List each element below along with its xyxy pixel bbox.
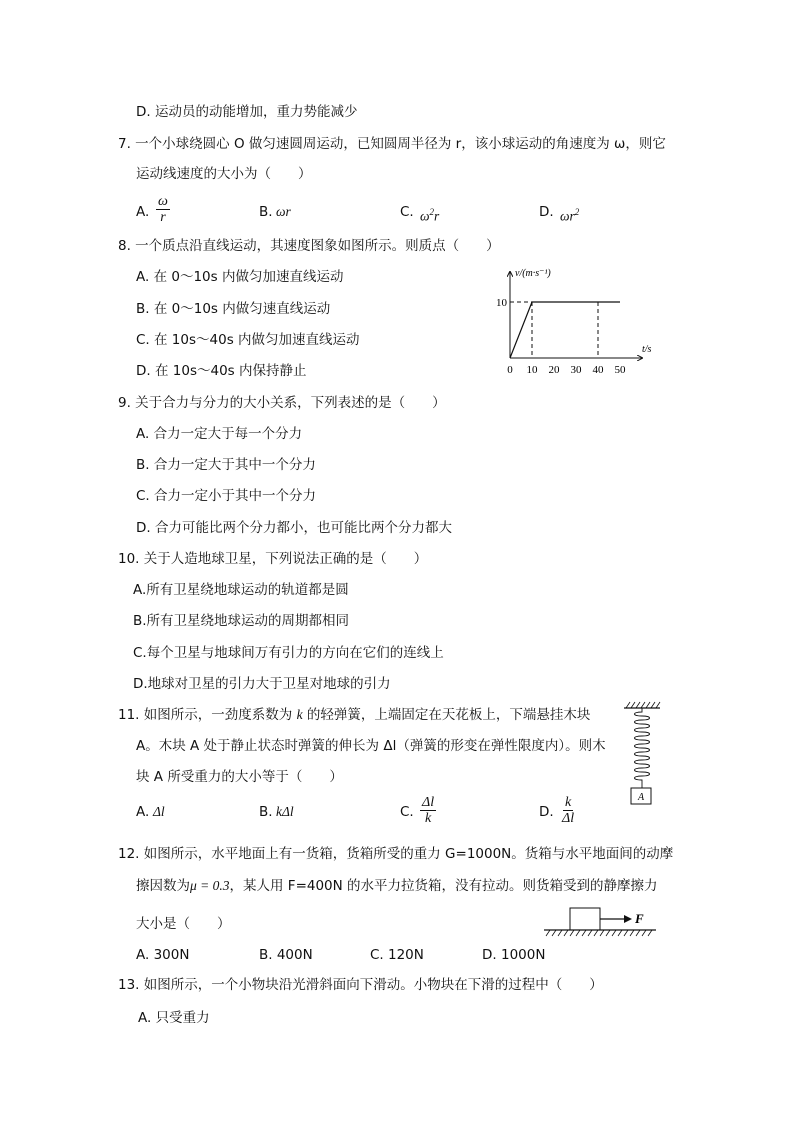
- q7-option-d-label: D.: [539, 204, 554, 220]
- q11-option-a-label: A.: [136, 804, 150, 820]
- q11-line1-pre: 11. 如图所示，一劲度系数为: [118, 707, 293, 723]
- q12-line2-mu: μ = 0.3: [190, 878, 230, 893]
- q11-option-b-expr: [276, 803, 294, 821]
- q7-stem-line2: 运动线速度的大小为（ ）: [136, 166, 312, 182]
- q11-option-b-rest: Δl: [282, 804, 294, 819]
- q7-option-c-sup: 2: [429, 207, 435, 217]
- q11-option-c-fraction: [420, 795, 436, 826]
- q7-option-b-expr: ωr: [276, 204, 291, 219]
- q7-option-a-numerator: ω: [158, 194, 168, 209]
- q8-stem: 8. 一个质点沿直线运动，其速度图象如图所示。则质点（ ）: [118, 238, 500, 254]
- q11-line1-k: k: [296, 707, 303, 722]
- q11-option-d-denominator: Δl: [562, 811, 575, 826]
- q12-stem-line2: [136, 877, 658, 895]
- q11-option-b-k: k: [276, 804, 282, 819]
- q9-option-d: D. 合力可能比两个分力都小，也可能比两个分力都大: [136, 520, 452, 536]
- x-tick-label-2: 20: [548, 364, 560, 376]
- x-tick-label-4: 40: [592, 364, 604, 376]
- q13-option-a: A. 只受重力: [138, 1010, 210, 1026]
- block-a-label: A: [637, 792, 645, 803]
- q7-option-c-label: C.: [400, 204, 414, 220]
- q11-option-d-fraction: [560, 795, 576, 826]
- q12-option-c: C. 120N: [370, 947, 424, 963]
- q12-option-a: A. 300N: [136, 947, 190, 963]
- q7-option-c-expr: [420, 203, 439, 226]
- q13-stem: 13. 如图所示，一个小物块沿光滑斜面向下滑动。小物块在下滑的过程中（ ）: [118, 977, 603, 993]
- q8-option-d: D. 在 10s～40s 内保持静止: [136, 363, 307, 379]
- crate: [570, 908, 600, 930]
- q8-option-b: B. 在 0～10s 内做匀速直线运动: [136, 301, 331, 317]
- ground-hatch: [546, 930, 652, 936]
- q12-stem-line3: 大小是（ ）: [136, 916, 231, 932]
- q7-option-a-fraction: [156, 194, 170, 225]
- x-tick-label-3: 30: [570, 364, 582, 376]
- q11-option-c-numerator: Δl: [422, 795, 435, 810]
- q12-stem-line1: 12. 如图所示，水平地面上有一货箱，货箱所受的重力 G=1000N。货箱与水平地面间的动摩: [118, 846, 674, 862]
- q10-stem: 10. 关于人造地球卫星，下列说法正确的是（ ）: [118, 551, 428, 567]
- q11-stem-line1: [118, 706, 590, 724]
- q11-line1-post: 的轻弹簧，上端固定在天花板上，下端悬挂木块: [306, 707, 591, 723]
- q9-option-a: A. 合力一定大于每一个分力: [136, 426, 303, 442]
- q10-option-a: A.所有卫星绕地球运动的轨道都是圆: [133, 582, 349, 598]
- crate-diagram: [540, 903, 658, 939]
- q7-stem-line1: 7. 一个小球绕圆心 O 做匀速圆周运动，已知圆周半径为 r，该小球运动的角速度为 ω，则它: [118, 136, 666, 152]
- x-tick-label-5: 50: [614, 364, 626, 376]
- q10-option-b: B.所有卫星绕地球运动的周期都相同: [133, 613, 350, 629]
- q10-option-c: C.每个卫星与地球间万有引力的方向在它们的连线上: [133, 645, 444, 661]
- q7-option-b-label: B.: [259, 204, 273, 220]
- q11-option-d-label: D.: [539, 804, 554, 820]
- q11-option-b-label: B.: [259, 804, 273, 820]
- ceiling-hatch: [626, 702, 660, 708]
- q7-option-d-base: ωr: [560, 208, 575, 224]
- q9-option-c: C. 合力一定小于其中一个分力: [136, 488, 317, 504]
- q7-option-d-expr: [560, 203, 579, 226]
- q7-option-c-base: ω: [420, 208, 430, 224]
- y-tick-label-0: 10: [496, 297, 507, 309]
- q7-option-a-label: A.: [136, 204, 150, 220]
- force-label: F: [635, 911, 644, 926]
- q11-option-a-expr: Δl: [153, 804, 165, 819]
- q12-option-b: B. 400N: [259, 947, 313, 963]
- chart-ylabel: v/(m·s⁻¹): [515, 268, 551, 279]
- velocity-time-chart: [490, 262, 670, 380]
- q7-option-c-tail: r: [434, 208, 440, 224]
- q7-option-d-sup: 2: [574, 207, 580, 217]
- chart-xlabel: t/s: [642, 344, 652, 355]
- q7-option-a-denominator: r: [160, 210, 166, 225]
- q12-line2-pre: 擦因数为: [136, 878, 190, 894]
- q9-stem: 9. 关于合力与分力的大小关系，下列表述的是（ ）: [118, 395, 446, 411]
- q8-option-a: A. 在 0～10s 内做匀加速直线运动: [136, 269, 344, 285]
- q11-stem-line3: 块 A 所受重力的大小等于（ ）: [136, 769, 343, 785]
- q11-option-c-denominator: k: [424, 811, 432, 826]
- q12-option-d: D. 1000N: [482, 947, 546, 963]
- velocity-series-line-0: [510, 302, 620, 358]
- q11-stem-line2: A。木块 A 处于静止状态时弹簧的伸长为 Δl（弹簧的形变在弹性限度内）。则木: [136, 738, 606, 754]
- q11-option-c-label: C.: [400, 804, 414, 820]
- force-arrow-head: [624, 915, 632, 923]
- spring-coil: [635, 708, 650, 788]
- x-tick-label-1: 10: [526, 364, 538, 376]
- spring-diagram: [620, 700, 664, 808]
- q10-option-d: D.地球对卫星的引力大于卫星对地球的引力: [133, 676, 391, 692]
- q12-line2-post: ，某人用 F=400N 的水平力拉货箱，没有拉动。则货箱受到的静摩擦力: [229, 878, 658, 894]
- q11-option-d-numerator: k: [564, 795, 572, 810]
- x-tick-label-0: 0: [507, 364, 513, 376]
- q6-option-d: D. 运动员的动能增加，重力势能减少: [136, 104, 358, 120]
- q9-option-b: B. 合力一定大于其中一个分力: [136, 457, 316, 473]
- q8-option-c: C. 在 10s～40s 内做匀加速直线运动: [136, 332, 360, 348]
